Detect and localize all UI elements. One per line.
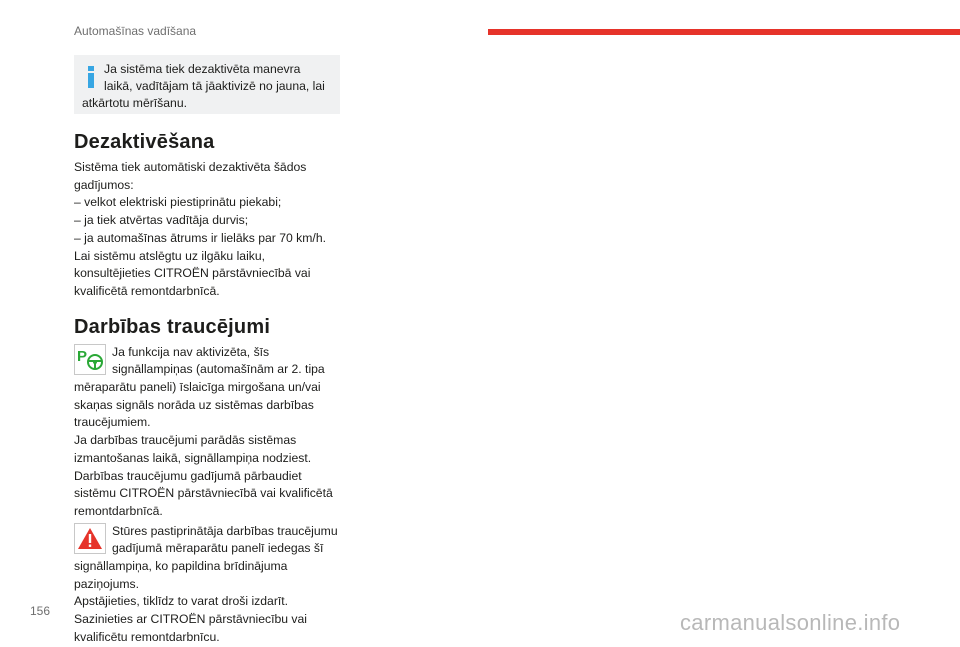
text-line: kvalificētā remontdarbnīcā. xyxy=(74,283,220,298)
text-line: kvalificētu remontdarbnīcu. xyxy=(74,629,220,644)
info-note xyxy=(74,55,340,114)
svg-text:P: P xyxy=(77,347,88,365)
text-line: sistēmu CITROËN pārstāvniecībā vai kvalificētā xyxy=(74,486,333,501)
text-line: gadījumā mēraparātu panelī iedegas šī xyxy=(112,541,324,556)
info-line: atkārtotu mērīšanu. xyxy=(82,96,187,110)
text-line: Ja darbības traucējumi parādās sistēmas xyxy=(74,433,297,448)
text-line: – velkot elektriski piestiprinātu piekabi; xyxy=(74,195,282,210)
text-line: Ja funkcija nav aktivizēta, šīs xyxy=(112,344,270,359)
text-line: signāllampiņas (automašīnām ar 2. tipa xyxy=(112,362,325,377)
malfunction-block-1 xyxy=(74,344,340,521)
text-line: gadījumos: xyxy=(74,177,134,192)
text-line: signāllampiņa, ko papildina brīdinājuma xyxy=(74,559,288,574)
text-line: Darbības traucējumu gadījumā pārbaudiet xyxy=(74,468,302,483)
deactivation-text xyxy=(74,159,340,301)
text-line: skaņas signāls norāda uz sistēmas darbības xyxy=(74,397,314,412)
section-header: Automašīnas vadīšana xyxy=(74,24,197,38)
info-icon xyxy=(87,66,95,88)
text-line: paziņojums. xyxy=(74,576,140,591)
text-line: Apstājieties, tiklīdz to varat droši izdarīt. xyxy=(74,594,289,609)
heading-deactivation: Dezaktivēšana xyxy=(74,131,215,153)
malfunction-block-2 xyxy=(74,523,340,647)
text-line: Lai sistēmu atslēgtu uz ilgāku laiku, xyxy=(74,248,266,263)
text-line: Stūres pastiprinātāja darbības traucējumu xyxy=(112,523,338,538)
info-line: Ja sistēma tiek dezaktivēta manevra xyxy=(104,62,301,76)
red-alert-triangle-icon xyxy=(74,523,106,554)
info-line: laikā, vadītājam tā jāaktivizē no jauna, lai xyxy=(104,79,325,93)
text-line: Sistēma tiek automātiski dezaktivēta šādos xyxy=(74,160,307,174)
text-line: mēraparātu paneli) īslaicīga mirgošana un/vai xyxy=(74,380,321,395)
text-line: remontdarbnīcā. xyxy=(74,503,163,518)
text-line: traucējumiem. xyxy=(74,415,151,430)
heading-malfunctions: Darbības traucējumi xyxy=(74,315,271,338)
text-line: konsultējieties CITROËN pārstāvniecībā vai xyxy=(74,266,311,281)
content-column xyxy=(74,55,340,647)
page-number: 156 xyxy=(30,604,51,618)
text-line: izmantošanas laikā, signāllampiņa nodziest. xyxy=(74,450,312,465)
text-line: – ja tiek atvērtas vadītāja durvis; xyxy=(74,213,249,228)
park-steering-warning-icon xyxy=(74,344,106,375)
text-line: – ja automašīnas ātrums ir lielāks par 70 km/h. xyxy=(74,230,326,245)
section-accent-bar xyxy=(488,29,960,35)
text-line: Sazinieties ar CITROËN pārstāvniecību vai xyxy=(74,612,308,627)
site-watermark[interactable]: carmanualsonline.info xyxy=(680,610,901,635)
